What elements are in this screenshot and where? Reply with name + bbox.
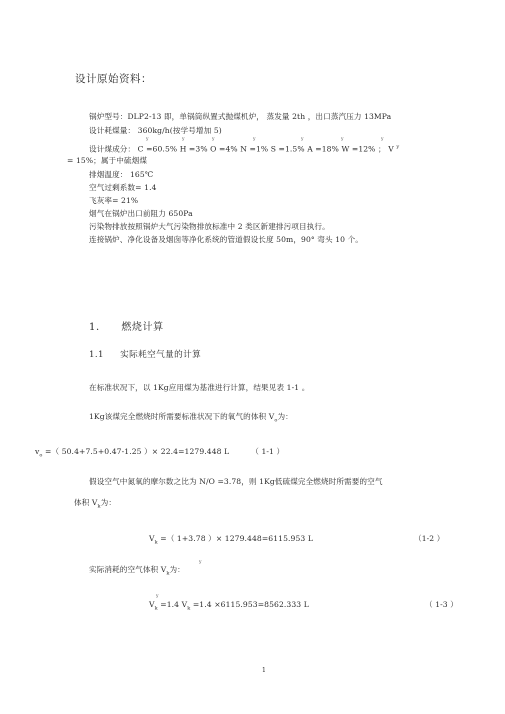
equation-oxygen: $v_o$ =（ 50.4+7.5+0.47-1.25 ）× 22.4=1279.448 L （ 1-1 ）	[35, 447, 285, 459]
emission-standard-line: 污染物排放按照锅炉大气污染物排放标准中 2 类区新建排污项目执行。	[89, 222, 330, 231]
equation-number-1-1: （ 1-1 ）	[251, 447, 285, 456]
subsection-title: 实际耗空气量的计算	[120, 350, 202, 360]
resistance-line: 烟气在锅炉出口前阻力 650Pa	[89, 209, 193, 218]
excess-air-line: 空气过剩系数= 1.4	[89, 183, 157, 192]
paragraph-nitrogen-cont: 体积 $V_k$为：	[74, 498, 117, 510]
equation-air: $V_k$ =（ 1+3.78 ）× 1279.448=6115.953 L	[149, 534, 313, 546]
equation-number-1-3: （ 1-3 ）	[425, 600, 458, 609]
equation-number-1-2: （1-2 ）	[414, 534, 445, 543]
chapter-heading	[89, 321, 164, 334]
pipe-length-line: 连接锅炉、净化设备及烟囱等净化系统的管道假设长度 50m，90° 弯头 10 个。	[89, 235, 363, 244]
coal-composition-line: 设计煤成分： C =60.5% H =3% O =4% N =1% S =1.5% A =18% W =12% ； V $^y$	[89, 144, 400, 154]
paragraph-nitrogen: 假设空气中氮氧的摩尔数之比为 N/O =3.78，则 1Kg低硫煤完全燃烧时所需要的空气	[89, 477, 383, 486]
coal-consumption-line: 设计耗煤量： 360kg/h(按学号增加 5)	[89, 126, 222, 135]
fly-ash-line: 飞灰率= 21%	[89, 196, 139, 205]
chapter-number: 1.	[89, 322, 100, 333]
page-number: 1	[262, 667, 266, 674]
chapter-title: 燃烧计算	[121, 322, 164, 333]
exhaust-temp-line: 排烟温度： 165℃	[89, 170, 154, 179]
volatile-line: = 15%；属于中硫烟煤	[67, 156, 148, 165]
section-title: 设计原始资料：	[75, 73, 152, 85]
paragraph-oxygen: 1Kg该煤完全燃烧时所需要标准状况下的氧气的体积 $V_o$为：	[89, 412, 293, 424]
equation-actual-air: $V_k =1.4$ $V_k =1.4 \times 6115.953=8562.333$ L	[149, 600, 309, 612]
subsection-number: 1.1	[89, 350, 104, 360]
subsection-heading	[89, 350, 201, 361]
boiler-model-line: 锅炉型号：DLP2-13 即，单锅筒纵置式抛煤机炉， 蒸发量 2th ，出口蒸汽压力 13MPa	[89, 112, 392, 121]
paragraph-actual-air: 实际消耗的空气体积 $V_k$为：	[89, 565, 185, 577]
paragraph-basis: 在标准状况下，以 1Kg应用煤为基准进行计算，结果见表 1-1 。	[89, 383, 310, 392]
